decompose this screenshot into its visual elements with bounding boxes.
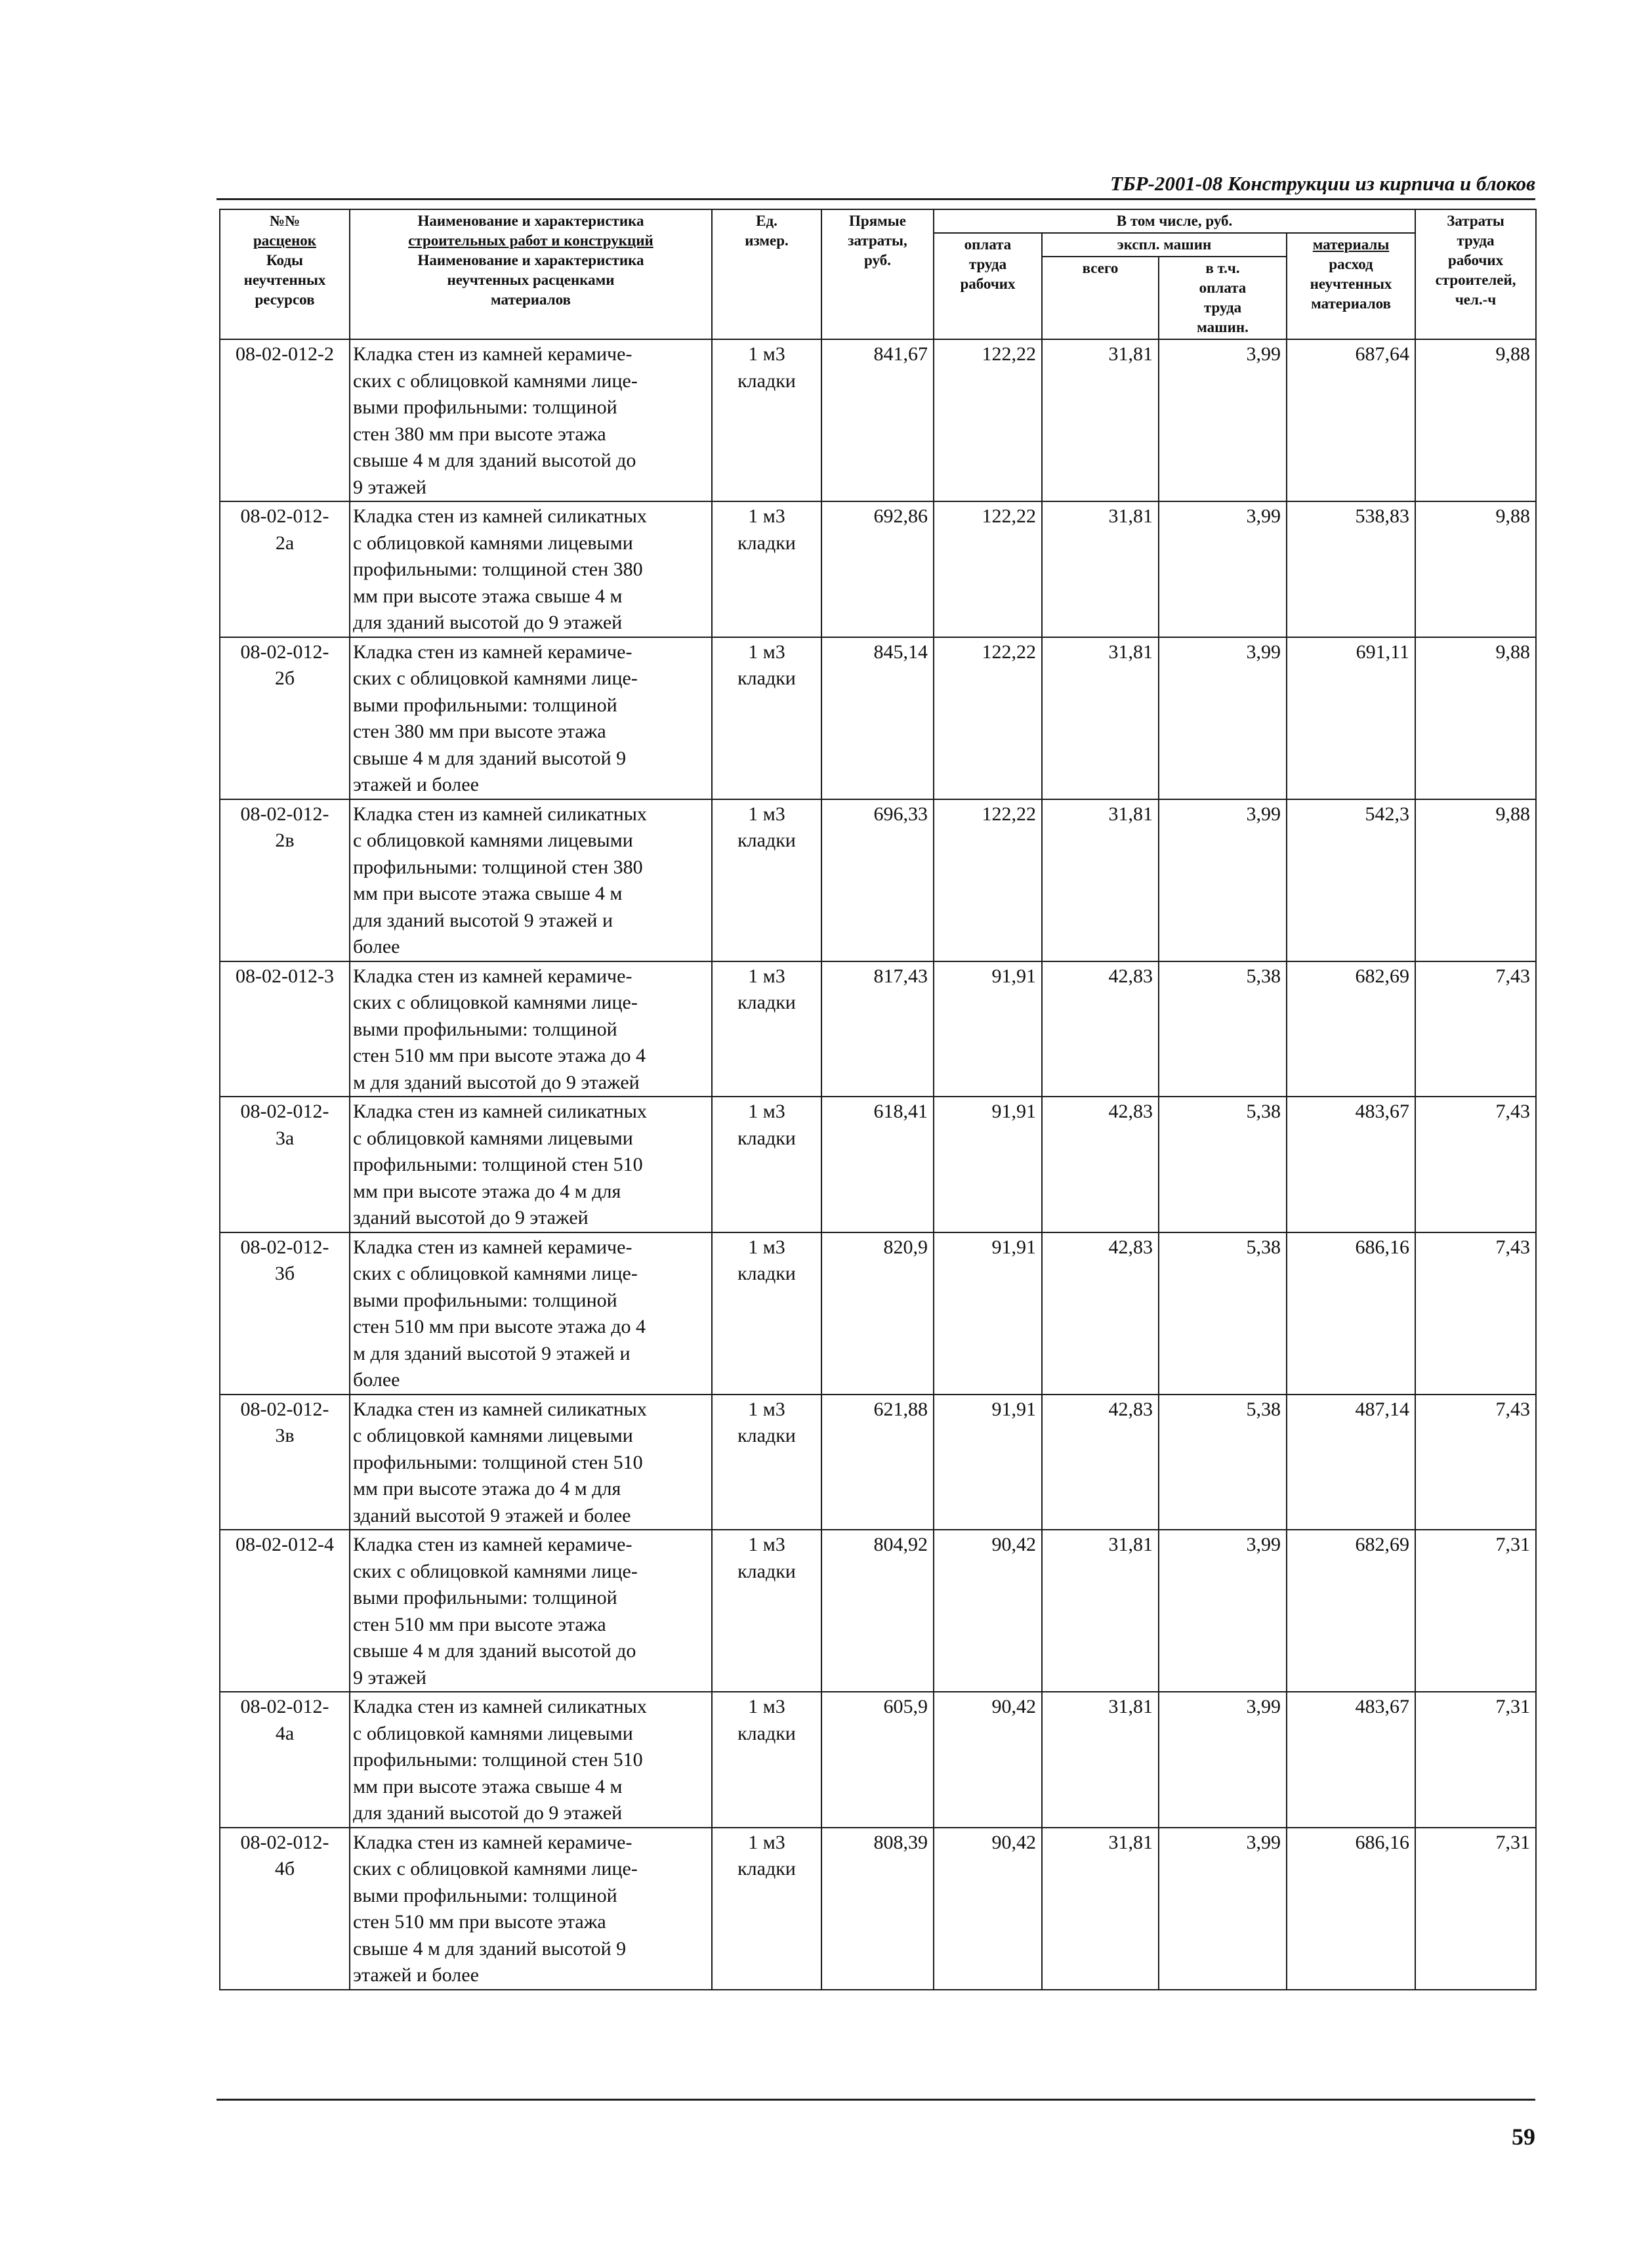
rate-code: 08-02-012-4: [220, 1530, 350, 1692]
materials-cost: 538,83: [1287, 501, 1415, 637]
unit-of-measure: 1 м3 кладки: [712, 1530, 821, 1692]
table-row: [220, 637, 1536, 799]
materials-cost: 487,14: [1287, 1395, 1415, 1530]
worker-hours: 9,88: [1415, 637, 1536, 799]
work-description: Кладка стен из камней керамиче- ских с облицовкой камнями лице- выми профильными: толщиной стен 380 мм при высоте этажа свыше 4 м для зданий высотой 9 этажей и более: [350, 637, 712, 799]
table-header: [220, 209, 1536, 339]
table-body: [220, 339, 1536, 1990]
header-materials: материалы расход неучтенных материалов: [1287, 233, 1415, 339]
worker-hours: 7,43: [1415, 961, 1536, 1097]
header-machines: экспл. машин: [1042, 233, 1287, 257]
unit-of-measure: 1 м3 кладки: [712, 501, 821, 637]
labor-wages: 90,42: [934, 1692, 1042, 1828]
materials-cost: 682,69: [1287, 1530, 1415, 1692]
footer-rule: [217, 2099, 1535, 2101]
unit-of-measure: 1 м3 кладки: [712, 1828, 821, 1990]
labor-wages: 91,91: [934, 1097, 1042, 1232]
machine-operator-wages: 3,99: [1159, 1692, 1287, 1828]
table-row: [220, 1692, 1536, 1828]
machine-operator-wages: 3,99: [1159, 1530, 1287, 1692]
machine-costs: 31,81: [1042, 1692, 1159, 1828]
rate-code: 08-02-012- 2а: [220, 501, 350, 637]
unit-of-measure: 1 м3 кладки: [712, 339, 821, 501]
work-description: Кладка стен из камней керамиче- ских с облицовкой камнями лице- выми профильными: толщиной стен 510 мм при высоте этажа свыше 4 м для зданий высотой 9 этажей и более: [350, 1828, 712, 1990]
rate-code: 08-02-012-3: [220, 961, 350, 1097]
header-worker-hours: Затраты труда рабочих строителей, чел.-ч: [1415, 209, 1536, 339]
labor-wages: 91,91: [934, 1232, 1042, 1395]
header-including: В том числе, руб.: [934, 209, 1415, 233]
work-description: Кладка стен из камней керамиче- ских с облицовкой камнями лице- выми профильными: толщиной стен 510 мм при высоте этажа до 4 м для зданий высотой до 9 этажей: [350, 961, 712, 1097]
direct-costs: 841,67: [821, 339, 934, 501]
machine-operator-wages: 3,99: [1159, 637, 1287, 799]
direct-costs: 621,88: [821, 1395, 934, 1530]
direct-costs: 820,9: [821, 1232, 934, 1395]
table-row: [220, 501, 1536, 637]
worker-hours: 9,88: [1415, 799, 1536, 961]
machine-costs: 31,81: [1042, 501, 1159, 637]
labor-wages: 91,91: [934, 961, 1042, 1097]
header-machines-total: всего: [1042, 257, 1159, 339]
labor-wages: 90,42: [934, 1828, 1042, 1990]
machine-costs: 42,83: [1042, 1395, 1159, 1530]
running-header: ТБР-2001-08 Конструкции из кирпича и блоков: [1110, 172, 1535, 195]
machine-operator-wages: 5,38: [1159, 1232, 1287, 1395]
direct-costs: 605,9: [821, 1692, 934, 1828]
machine-operator-wages: 3,99: [1159, 339, 1287, 501]
rate-code: 08-02-012- 2в: [220, 799, 350, 961]
direct-costs: 804,92: [821, 1530, 934, 1692]
materials-cost: 542,3: [1287, 799, 1415, 961]
machine-operator-wages: 5,38: [1159, 961, 1287, 1097]
table-row: [220, 339, 1536, 501]
materials-cost: 682,69: [1287, 961, 1415, 1097]
header-name: Наименование и характеристика строительных работ и конструкций Наименование и характеристика неучтенных расценками материалов: [350, 209, 712, 339]
rate-code: 08-02-012- 3б: [220, 1232, 350, 1395]
unit-of-measure: 1 м3 кладки: [712, 637, 821, 799]
machine-costs: 42,83: [1042, 1232, 1159, 1395]
machine-operator-wages: 5,38: [1159, 1395, 1287, 1530]
header-unit: Ед. измер.: [712, 209, 821, 339]
machine-costs: 42,83: [1042, 1097, 1159, 1232]
direct-costs: 618,41: [821, 1097, 934, 1232]
table-row: [220, 799, 1536, 961]
unit-of-measure: 1 м3 кладки: [712, 961, 821, 1097]
machine-costs: 31,81: [1042, 339, 1159, 501]
table-row: [220, 1530, 1536, 1692]
labor-wages: 91,91: [934, 1395, 1042, 1530]
materials-cost: 691,11: [1287, 637, 1415, 799]
work-description: Кладка стен из камней керамиче- ских с облицовкой камнями лице- выми профильными: толщиной стен 510 мм при высоте этажа до 4 м для зданий высотой 9 этажей и более: [350, 1232, 712, 1395]
direct-costs: 696,33: [821, 799, 934, 961]
rate-code: 08-02-012- 4а: [220, 1692, 350, 1828]
worker-hours: 9,88: [1415, 501, 1536, 637]
direct-costs: 808,39: [821, 1828, 934, 1990]
rate-code: 08-02-012- 4б: [220, 1828, 350, 1990]
machine-costs: 31,81: [1042, 799, 1159, 961]
machine-costs: 42,83: [1042, 961, 1159, 1097]
work-description: Кладка стен из камней силикатных с облицовкой камнями лицевыми профильными: толщиной стен 510 мм при высоте этажа до 4 м для зданий высотой до 9 этажей: [350, 1097, 712, 1232]
machine-operator-wages: 3,99: [1159, 501, 1287, 637]
materials-cost: 483,67: [1287, 1097, 1415, 1232]
work-description: Кладка стен из камней силикатных с облицовкой камнями лицевыми профильными: толщиной стен 510 мм при высоте этажа до 4 м для зданий высотой 9 этажей и более: [350, 1395, 712, 1530]
materials-cost: 483,67: [1287, 1692, 1415, 1828]
worker-hours: 7,43: [1415, 1097, 1536, 1232]
machine-costs: 31,81: [1042, 1828, 1159, 1990]
header-labor-wages: оплата труда рабочих: [934, 233, 1042, 339]
unit-of-measure: 1 м3 кладки: [712, 1232, 821, 1395]
direct-costs: 817,43: [821, 961, 934, 1097]
rates-table: [219, 209, 1537, 1990]
machine-operator-wages: 3,99: [1159, 1828, 1287, 1990]
machine-operator-wages: 3,99: [1159, 799, 1287, 961]
rate-code: 08-02-012-2: [220, 339, 350, 501]
header-rule: [217, 198, 1535, 200]
worker-hours: 9,88: [1415, 339, 1536, 501]
work-description: Кладка стен из камней керамиче- ских с облицовкой камнями лице- выми профильными: толщиной стен 510 мм при высоте этажа свыше 4 м для зданий высотой до 9 этажей: [350, 1530, 712, 1692]
labor-wages: 90,42: [934, 1530, 1042, 1692]
unit-of-measure: 1 м3 кладки: [712, 1395, 821, 1530]
materials-cost: 687,64: [1287, 339, 1415, 501]
header-code: №№ расценок Коды неучтенных ресурсов: [220, 209, 350, 339]
rate-code: 08-02-012- 2б: [220, 637, 350, 799]
table-row: [220, 1828, 1536, 1990]
work-description: Кладка стен из камней керамиче- ских с облицовкой камнями лице- выми профильными: толщиной стен 380 мм при высоте этажа свыше 4 м для зданий высотой до 9 этажей: [350, 339, 712, 501]
direct-costs: 692,86: [821, 501, 934, 637]
header-direct-costs: Прямые затраты, руб.: [821, 209, 934, 339]
rate-code: 08-02-012- 3в: [220, 1395, 350, 1530]
work-description: Кладка стен из камней силикатных с облицовкой камнями лицевыми профильными: толщиной стен 380 мм при высоте этажа свыше 4 м для зданий высотой до 9 этажей: [350, 501, 712, 637]
labor-wages: 122,22: [934, 501, 1042, 637]
worker-hours: 7,31: [1415, 1828, 1536, 1990]
table-row: [220, 1097, 1536, 1232]
work-description: Кладка стен из камней силикатных с облицовкой камнями лицевыми профильными: толщиной стен 510 мм при высоте этажа свыше 4 м для зданий высотой до 9 этажей: [350, 1692, 712, 1828]
worker-hours: 7,31: [1415, 1530, 1536, 1692]
table-row: [220, 1395, 1536, 1530]
unit-of-measure: 1 м3 кладки: [712, 799, 821, 961]
labor-wages: 122,22: [934, 799, 1042, 961]
machine-operator-wages: 5,38: [1159, 1097, 1287, 1232]
labor-wages: 122,22: [934, 637, 1042, 799]
worker-hours: 7,31: [1415, 1692, 1536, 1828]
table-row: [220, 1232, 1536, 1395]
rate-code: 08-02-012- 3а: [220, 1097, 350, 1232]
unit-of-measure: 1 м3 кладки: [712, 1097, 821, 1232]
worker-hours: 7,43: [1415, 1232, 1536, 1395]
unit-of-measure: 1 м3 кладки: [712, 1692, 821, 1828]
worker-hours: 7,43: [1415, 1395, 1536, 1530]
header-machine-operator-wages: в т.ч. оплата труда машин.: [1159, 257, 1287, 339]
page-number: 59: [1512, 2124, 1535, 2150]
machine-costs: 31,81: [1042, 637, 1159, 799]
materials-cost: 686,16: [1287, 1828, 1415, 1990]
direct-costs: 845,14: [821, 637, 934, 799]
materials-cost: 686,16: [1287, 1232, 1415, 1395]
machine-costs: 31,81: [1042, 1530, 1159, 1692]
table-row: [220, 961, 1536, 1097]
labor-wages: 122,22: [934, 339, 1042, 501]
work-description: Кладка стен из камней силикатных с облицовкой камнями лицевыми профильными: толщиной стен 380 мм при высоте этажа свыше 4 м для зданий высотой 9 этажей и более: [350, 799, 712, 961]
